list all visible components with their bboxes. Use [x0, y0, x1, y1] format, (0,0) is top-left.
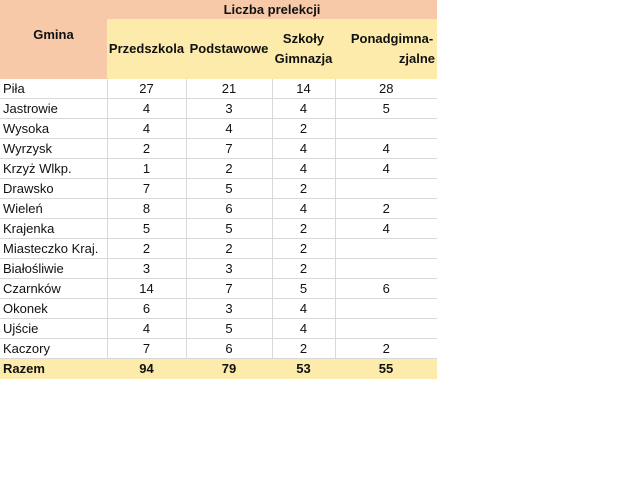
count-cell: 14: [272, 79, 335, 99]
count-cell: 4: [107, 319, 186, 339]
gmina-cell: Wysoka: [0, 119, 107, 139]
count-cell: 6: [186, 199, 272, 219]
count-cell: 2: [272, 239, 335, 259]
count-cell: 4: [272, 299, 335, 319]
count-cell: 3: [186, 99, 272, 119]
table-row: [0, 159, 437, 179]
total-cell: 94: [107, 359, 186, 380]
count-cell: 5: [186, 319, 272, 339]
count-cell: 21: [186, 79, 272, 99]
count-cell: 27: [107, 79, 186, 99]
gmina-cell: Piła: [0, 79, 107, 99]
count-cell: 4: [107, 119, 186, 139]
table-row: [0, 199, 437, 219]
count-cell: 2: [107, 239, 186, 259]
table-row: [0, 339, 437, 359]
count-cell: 5: [186, 219, 272, 239]
column-header-gimnazja: Szkoły Gimnazja: [272, 19, 335, 79]
gmina-cell: Kaczory: [0, 339, 107, 359]
count-cell: 7: [186, 279, 272, 299]
count-cell: 3: [186, 259, 272, 279]
table-row: [0, 279, 437, 299]
table-row: [0, 119, 437, 139]
total-label: Razem: [0, 359, 107, 380]
table-row: [0, 79, 437, 99]
table-body: [0, 79, 437, 359]
column-header-przedszkola: Przedszkola: [107, 19, 186, 79]
count-cell: 6: [335, 279, 437, 299]
table-row: [0, 99, 437, 119]
column-header-ponadgimnazjalne: Ponadgimna- zjalne: [335, 19, 437, 79]
gmina-cell: Wyrzysk: [0, 139, 107, 159]
count-cell: 2: [335, 199, 437, 219]
table-row: [0, 139, 437, 159]
count-cell: 4: [272, 139, 335, 159]
count-cell: [335, 259, 437, 279]
count-cell: 3: [107, 259, 186, 279]
gmina-cell: Krzyż Wlkp.: [0, 159, 107, 179]
count-cell: 4: [186, 119, 272, 139]
count-cell: 5: [335, 99, 437, 119]
count-cell: 7: [107, 179, 186, 199]
count-cell: 4: [335, 159, 437, 179]
table-row: [0, 219, 437, 239]
total-cell: 55: [335, 359, 437, 380]
total-row: [0, 359, 437, 380]
gmina-cell: Drawsko: [0, 179, 107, 199]
gmina-header: Gmina: [0, 0, 107, 79]
total-cell: 53: [272, 359, 335, 380]
table-row: [0, 239, 437, 259]
table-row: [0, 319, 437, 339]
count-cell: [335, 179, 437, 199]
count-cell: [335, 239, 437, 259]
count-cell: 5: [186, 179, 272, 199]
count-cell: [335, 299, 437, 319]
count-cell: 6: [186, 339, 272, 359]
gmina-cell: Czarnków: [0, 279, 107, 299]
count-cell: 4: [272, 159, 335, 179]
count-cell: 4: [272, 99, 335, 119]
count-cell: 5: [272, 279, 335, 299]
gmina-cell: Jastrowie: [0, 99, 107, 119]
count-cell: 4: [335, 139, 437, 159]
count-cell: 2: [272, 259, 335, 279]
count-cell: 2: [186, 159, 272, 179]
gmina-cell: Miasteczko Kraj.: [0, 239, 107, 259]
count-cell: 2: [107, 139, 186, 159]
count-cell: [335, 319, 437, 339]
count-cell: 2: [272, 119, 335, 139]
count-cell: 8: [107, 199, 186, 219]
column-header-podstawowe: Podstawowe: [186, 19, 272, 79]
gmina-cell: Białośliwie: [0, 259, 107, 279]
count-cell: 4: [272, 199, 335, 219]
count-cell: 3: [186, 299, 272, 319]
count-cell: 4: [335, 219, 437, 239]
count-cell: 4: [272, 319, 335, 339]
count-cell: 14: [107, 279, 186, 299]
gmina-cell: Krajenka: [0, 219, 107, 239]
count-cell: 2: [186, 239, 272, 259]
count-cell: 2: [272, 339, 335, 359]
count-cell: 2: [272, 179, 335, 199]
count-cell: 2: [272, 219, 335, 239]
count-cell: 5: [107, 219, 186, 239]
total-cell: 79: [186, 359, 272, 380]
count-cell: 6: [107, 299, 186, 319]
count-cell: 7: [107, 339, 186, 359]
count-cell: 28: [335, 79, 437, 99]
count-cell: 2: [335, 339, 437, 359]
lectures-group-header: Liczba prelekcji: [107, 0, 437, 19]
count-cell: 7: [186, 139, 272, 159]
gmina-cell: Ujście: [0, 319, 107, 339]
table-row: [0, 299, 437, 319]
gmina-cell: Wieleń: [0, 199, 107, 219]
gmina-cell: Okonek: [0, 299, 107, 319]
table-row: [0, 259, 437, 279]
table-row: [0, 179, 437, 199]
count-cell: 4: [107, 99, 186, 119]
count-cell: 1: [107, 159, 186, 179]
count-cell: [335, 119, 437, 139]
